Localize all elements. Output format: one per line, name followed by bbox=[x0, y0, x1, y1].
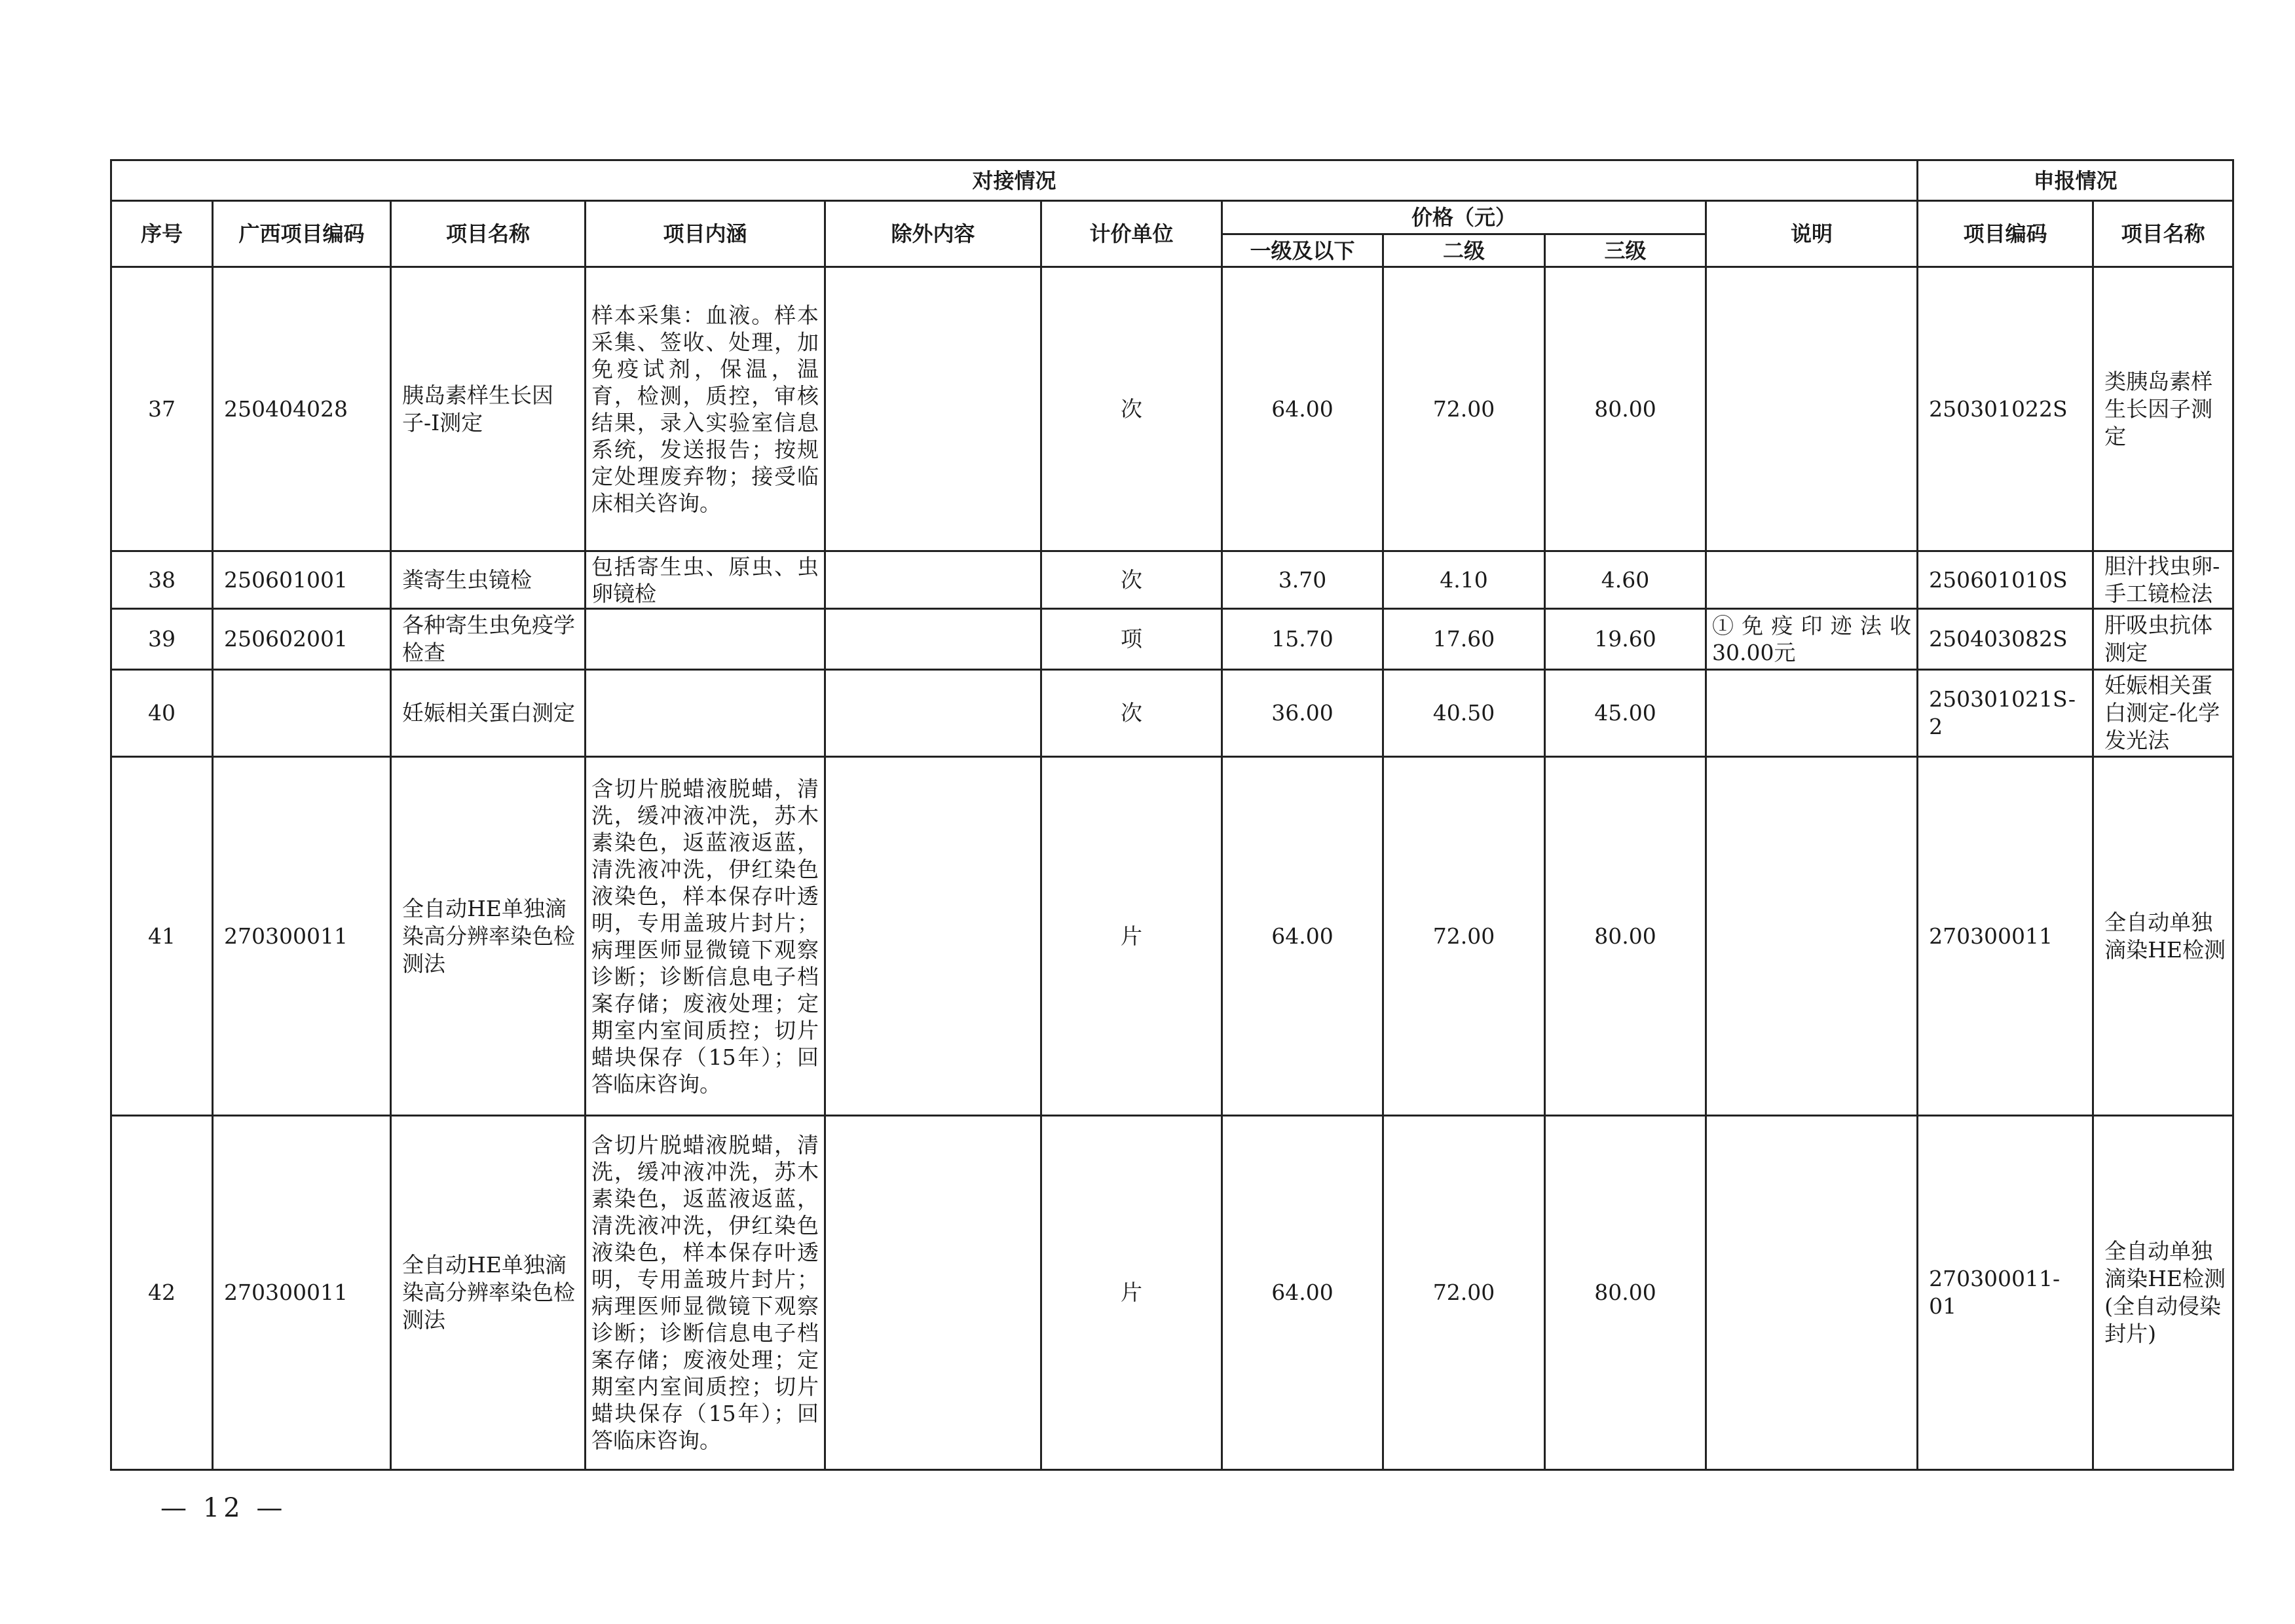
cell-exclude bbox=[825, 1116, 1041, 1470]
cell-seq: 37 bbox=[111, 267, 213, 551]
cell-report-code: 270300011 bbox=[1918, 757, 2093, 1116]
header-price-group: 价格（元） bbox=[1222, 201, 1706, 234]
cell-note bbox=[1706, 670, 1918, 757]
cell-seq: 39 bbox=[111, 609, 213, 670]
cell-note bbox=[1706, 1116, 1918, 1470]
cell-gx-code: 270300011 bbox=[213, 757, 391, 1116]
cell-price-2: 4.10 bbox=[1383, 551, 1545, 609]
cell-seq: 42 bbox=[111, 1116, 213, 1470]
cell-gx-code: 250602001 bbox=[213, 609, 391, 670]
cell-name: 粪寄生虫镜检 bbox=[391, 551, 586, 609]
cell-report-code: 250403082S bbox=[1918, 609, 2093, 670]
cell-report-code: 270300011-01 bbox=[1918, 1116, 2093, 1470]
table-row bbox=[111, 757, 2233, 1116]
cell-price-1: 64.00 bbox=[1222, 1116, 1383, 1470]
cell-unit: 次 bbox=[1041, 551, 1222, 609]
header-name: 项目名称 bbox=[391, 201, 586, 267]
cell-content: 包括寄生虫、原虫、虫卵镜检 bbox=[586, 551, 825, 609]
cell-content: 含切片脱蜡液脱蜡，清洗，缓冲液冲洗，苏木素染色，返蓝液返蓝，清洗液冲洗，伊红染色液染色，样本保存叶透明，专用盖玻片封片；病理医师显微镜下观察诊断；诊断信息电子档案存储；废液处理；定期室内室间质控；切片蜡块保存（15年）；回答临床咨询。 bbox=[586, 1116, 825, 1470]
cell-price-2: 40.50 bbox=[1383, 670, 1545, 757]
price-table bbox=[110, 159, 2234, 1471]
cell-gx-code bbox=[213, 670, 391, 757]
cell-price-3: 80.00 bbox=[1545, 267, 1706, 551]
table-row bbox=[111, 670, 2233, 757]
table-row bbox=[111, 1116, 2233, 1470]
cell-price-3: 80.00 bbox=[1545, 757, 1706, 1116]
cell-price-1: 3.70 bbox=[1222, 551, 1383, 609]
cell-exclude bbox=[825, 609, 1041, 670]
cell-content bbox=[586, 670, 825, 757]
cell-report-code: 250301022S bbox=[1918, 267, 2093, 551]
cell-price-2: 72.00 bbox=[1383, 267, 1545, 551]
cell-name: 妊娠相关蛋白测定 bbox=[391, 670, 586, 757]
cell-price-3: 80.00 bbox=[1545, 1116, 1706, 1470]
cell-report-code: 250301021S-2 bbox=[1918, 670, 2093, 757]
cell-content: 样本采集：血液。样本采集、签收、处理，加免疫试剂，保温，温育，检测，质控，审核结果，录入实验室信息系统，发送报告；按规定处理废弃物；接受临床相关咨询。 bbox=[586, 267, 825, 551]
cell-price-2: 72.00 bbox=[1383, 757, 1545, 1116]
page-number: — 12 — bbox=[160, 1493, 287, 1523]
cell-exclude bbox=[825, 551, 1041, 609]
header-seq: 序号 bbox=[111, 201, 213, 267]
header-content: 项目内涵 bbox=[586, 201, 825, 267]
cell-price-2: 17.60 bbox=[1383, 609, 1545, 670]
cell-price-3: 4.60 bbox=[1545, 551, 1706, 609]
cell-report-name: 肝吸虫抗体测定 bbox=[2093, 609, 2233, 670]
header-exclude: 除外内容 bbox=[825, 201, 1041, 267]
group-header-shenbao: 申报情况 bbox=[1918, 160, 2233, 201]
cell-price-1: 64.00 bbox=[1222, 757, 1383, 1116]
cell-content bbox=[586, 609, 825, 670]
cell-name: 全自动HE单独滴染高分辨率染色检测法 bbox=[391, 1116, 586, 1470]
header-report-code: 项目编码 bbox=[1918, 201, 2093, 267]
cell-report-name: 类胰岛素样生长因子测定 bbox=[2093, 267, 2233, 551]
cell-price-1: 15.70 bbox=[1222, 609, 1383, 670]
cell-price-1: 36.00 bbox=[1222, 670, 1383, 757]
cell-gx-code: 250404028 bbox=[213, 267, 391, 551]
cell-unit: 片 bbox=[1041, 1116, 1222, 1470]
header-price-1: 一级及以下 bbox=[1222, 234, 1383, 267]
cell-gx-code: 270300011 bbox=[213, 1116, 391, 1470]
header-price-2: 二级 bbox=[1383, 234, 1545, 267]
cell-note: ①免疫印迹法收30.00元 bbox=[1706, 609, 1918, 670]
cell-exclude bbox=[825, 267, 1041, 551]
table-row bbox=[111, 267, 2233, 551]
cell-price-1: 64.00 bbox=[1222, 267, 1383, 551]
cell-content: 含切片脱蜡液脱蜡，清洗，缓冲液冲洗，苏木素染色，返蓝液返蓝，清洗液冲洗，伊红染色液染色，样本保存叶透明，专用盖玻片封片；病理医师显微镜下观察诊断；诊断信息电子档案存储；废液处理；定期室内室间质控；切片蜡块保存（15年）；回答临床咨询。 bbox=[586, 757, 825, 1116]
cell-price-2: 72.00 bbox=[1383, 1116, 1545, 1470]
header-gx-code: 广西项目编码 bbox=[213, 201, 391, 267]
cell-name: 全自动HE单独滴染高分辨率染色检测法 bbox=[391, 757, 586, 1116]
group-header-duijie: 对接情况 bbox=[111, 160, 1918, 201]
cell-note bbox=[1706, 551, 1918, 609]
header-report-name: 项目名称 bbox=[2093, 201, 2233, 267]
cell-exclude bbox=[825, 757, 1041, 1116]
cell-note bbox=[1706, 267, 1918, 551]
cell-report-name: 全自动单独滴染HE检测 bbox=[2093, 757, 2233, 1116]
cell-seq: 41 bbox=[111, 757, 213, 1116]
cell-unit: 次 bbox=[1041, 670, 1222, 757]
header-unit: 计价单位 bbox=[1041, 201, 1222, 267]
cell-report-name: 妊娠相关蛋白测定-化学发光法 bbox=[2093, 670, 2233, 757]
header-price-3: 三级 bbox=[1545, 234, 1706, 267]
cell-unit: 片 bbox=[1041, 757, 1222, 1116]
cell-unit: 次 bbox=[1041, 267, 1222, 551]
header-note: 说明 bbox=[1706, 201, 1918, 267]
table-row bbox=[111, 551, 2233, 609]
cell-seq: 40 bbox=[111, 670, 213, 757]
cell-report-name: 全自动单独滴染HE检测(全自动侵染封片) bbox=[2093, 1116, 2233, 1470]
table-row bbox=[111, 609, 2233, 670]
cell-price-3: 45.00 bbox=[1545, 670, 1706, 757]
cell-unit: 项 bbox=[1041, 609, 1222, 670]
cell-name: 胰岛素样生长因子-Ⅰ测定 bbox=[391, 267, 586, 551]
cell-note bbox=[1706, 757, 1918, 1116]
cell-gx-code: 250601001 bbox=[213, 551, 391, 609]
cell-seq: 38 bbox=[111, 551, 213, 609]
cell-report-name: 胆汁找虫卵-手工镜检法 bbox=[2093, 551, 2233, 609]
cell-price-3: 19.60 bbox=[1545, 609, 1706, 670]
cell-report-code: 250601010S bbox=[1918, 551, 2093, 609]
cell-exclude bbox=[825, 670, 1041, 757]
cell-name: 各种寄生虫免疫学检查 bbox=[391, 609, 586, 670]
